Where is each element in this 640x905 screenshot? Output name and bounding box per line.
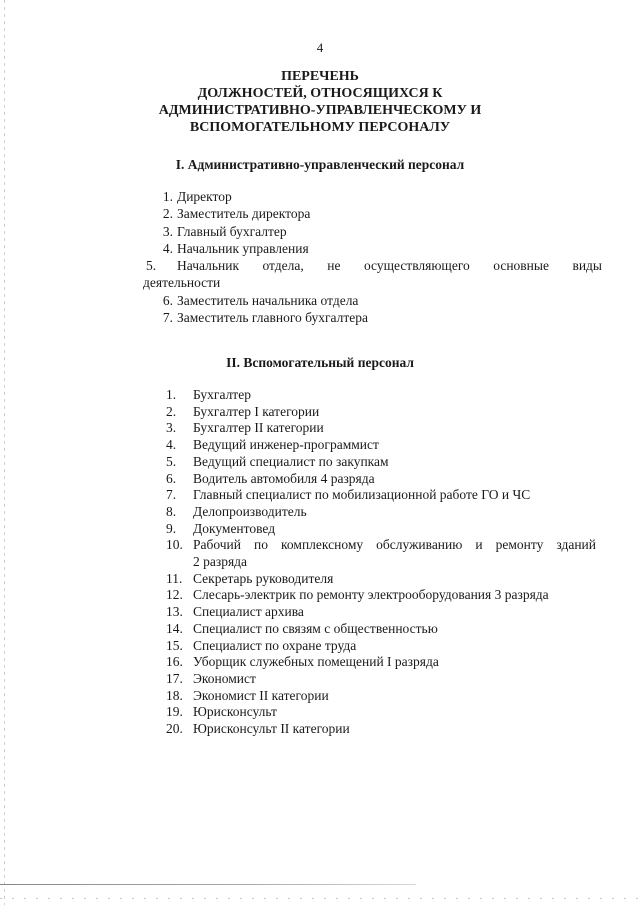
list-item (166, 404, 596, 421)
item-first-line (146, 257, 602, 274)
item-text: Юрисконсульт II категории (193, 721, 350, 737)
item-continuation: 2 разряда (193, 554, 248, 570)
item-number: 4. (166, 437, 177, 453)
item-number: 1. (166, 387, 177, 402)
item-text: Главный специалист по мобилизационной работе ГО и ЧС (193, 487, 531, 503)
list-item (166, 504, 596, 521)
section-1-heading: I. Административно-управленческий персонал (175, 157, 465, 172)
title-line: ПЕРЕЧЕНЬ (281, 69, 359, 84)
item-text: Документовед (193, 520, 276, 536)
item-number: 17. (166, 670, 183, 686)
scan-bottom-edge (0, 898, 640, 899)
list-item (166, 621, 596, 638)
item-text: Бухгалтер II категории (193, 420, 324, 436)
item-number: 10. (166, 537, 183, 553)
item-text: Ведущий инженер-программист (193, 437, 379, 453)
item-text: Заместитель начальника отдела (177, 292, 359, 308)
section-2-heading: II. Вспомогательный персонал (226, 355, 414, 370)
item-text: Начальник управления (177, 240, 309, 256)
item-number: 2. (162, 206, 173, 222)
title-line: ДОЛЖНОСТЕЙ, ОТНОСЯЩИХСЯ К (197, 86, 443, 101)
item-number: 7. (162, 310, 173, 326)
item-number: 1. (162, 189, 173, 204)
item-number: 18. (166, 687, 183, 703)
item-number: 7. (166, 487, 177, 503)
item-text: Заместитель главного бухгалтера (177, 310, 369, 326)
list-item (146, 292, 602, 309)
footer-rule (0, 884, 416, 885)
list-item (166, 387, 596, 404)
item-number: 2. (166, 403, 177, 419)
list-item (166, 638, 596, 655)
list-item (146, 223, 602, 240)
page-number: 4 (316, 40, 324, 55)
item-continuation: деятельности (143, 275, 221, 291)
item-number: 8. (166, 503, 177, 519)
list-item (166, 671, 596, 688)
item-number: 9. (166, 520, 177, 536)
item-text: Экономист (193, 670, 256, 686)
item-text: Специалист по связям с общественностью (193, 620, 438, 636)
list-item (143, 257, 602, 292)
item-text: Специалист архива (193, 604, 304, 620)
list-item (166, 571, 596, 588)
list-item (166, 487, 596, 504)
item-text: Заместитель директора (177, 206, 311, 222)
item-text: Уборщик служебных помещений I разряда (193, 654, 439, 670)
list-item (166, 521, 596, 538)
item-text: Слесарь-электрик по ремонту электрооборудования 3 разряда (193, 587, 549, 603)
title-line: АДМИНИСТРАТИВНО-УПРАВЛЕНЧЕСКОМУ И (158, 103, 482, 118)
item-number: 12. (166, 587, 183, 603)
list-item (166, 471, 596, 488)
list-item (166, 721, 596, 738)
item-number: 4. (162, 240, 173, 256)
list-item (146, 240, 602, 257)
item-number: 14. (166, 620, 183, 636)
list-item (146, 188, 602, 205)
section-1-list (143, 188, 602, 326)
item-number: 3. (162, 223, 173, 239)
item-text: Водитель автомобиля 4 разряда (193, 470, 375, 486)
list-item (166, 688, 596, 705)
item-text: Директор (177, 189, 232, 204)
item-text: Специалист по охране труда (193, 637, 357, 653)
item-number: 6. (162, 292, 173, 308)
item-text: Рабочий по комплексному обслуживанию и ремонту зданий (193, 537, 596, 553)
item-number: 13. (166, 604, 183, 620)
list-item (166, 654, 596, 671)
item-text: Бухгалтер I категории (193, 403, 320, 419)
item-text: Делопроизводитель (193, 503, 307, 519)
list-item (166, 437, 596, 454)
item-text: Юрисконсульт (193, 704, 277, 720)
list-item (166, 420, 596, 437)
list-item (166, 537, 596, 570)
item-text: Экономист II категории (193, 687, 329, 703)
item-text: Ведущий специалист по закупкам (193, 453, 389, 469)
list-item (166, 454, 596, 471)
list-item (146, 309, 602, 326)
title-line: ВСПОМОГАТЕЛЬНОМУ ПЕРСОНАЛУ (189, 120, 451, 135)
item-number: 19. (166, 704, 183, 720)
item-text: Главный бухгалтер (177, 223, 287, 239)
document-title (0, 68, 640, 136)
list-item (166, 587, 596, 604)
item-number: 6. (166, 470, 177, 486)
item-number: 5. (146, 258, 157, 274)
item-text: Секретарь руководителя (193, 570, 334, 586)
item-number: 15. (166, 637, 183, 653)
list-item (166, 704, 596, 721)
item-number: 16. (166, 654, 183, 670)
item-number: 5. (166, 453, 177, 469)
item-text: Начальник отдела, не осуществляющего основные виды (177, 258, 602, 274)
section-2-list (166, 387, 596, 738)
list-item (166, 604, 596, 621)
item-number: 11. (166, 570, 183, 586)
item-text: Бухгалтер (193, 387, 251, 402)
item-number: 20. (166, 721, 183, 737)
list-item (146, 205, 602, 222)
item-number: 3. (166, 420, 177, 436)
